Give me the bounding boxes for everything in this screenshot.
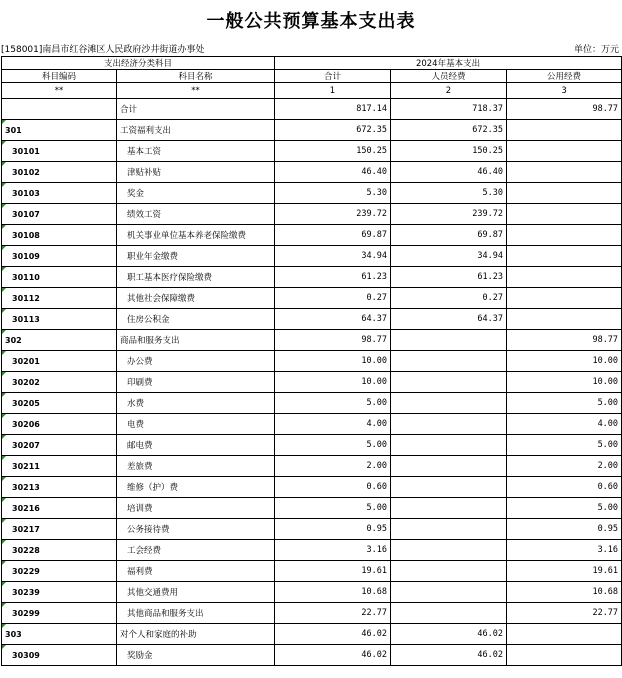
header-row-index xyxy=(2,83,622,99)
table-row xyxy=(2,141,622,162)
table-row xyxy=(2,645,622,666)
table-row xyxy=(2,624,622,645)
table-row xyxy=(2,498,622,519)
cell-total: 10.68 xyxy=(275,582,391,603)
cell-total: 64.37 xyxy=(275,309,391,330)
cell-code: 302 xyxy=(2,330,117,351)
table-row xyxy=(2,561,622,582)
cell-public xyxy=(507,624,622,645)
cell-name: 奖金 xyxy=(117,183,275,204)
cell-personnel xyxy=(391,414,507,435)
cell-name: 印刷费 xyxy=(117,372,275,393)
cell-code: 30228 xyxy=(2,540,117,561)
table-row xyxy=(2,267,622,288)
cell-code: 30213 xyxy=(2,477,117,498)
cell-personnel: 239.72 xyxy=(391,204,507,225)
header-econ-classification: 支出经济分类科目 xyxy=(2,57,275,70)
cell-public: 2.00 xyxy=(507,456,622,477)
cell-total: 5.00 xyxy=(275,393,391,414)
cell-public xyxy=(507,120,622,141)
cell-total: 239.72 xyxy=(275,204,391,225)
cell-code: 30239 xyxy=(2,582,117,603)
report-title: 一般公共预算基本支出表 xyxy=(206,11,416,32)
cell-personnel xyxy=(391,603,507,624)
cell-code xyxy=(2,99,117,120)
cell-public: 22.77 xyxy=(507,603,622,624)
cell-public: 3.16 xyxy=(507,540,622,561)
cell-name: 其他社会保障缴费 xyxy=(117,288,275,309)
cell-code: 30101 xyxy=(2,141,117,162)
cell-name: 工会经费 xyxy=(117,540,275,561)
cell-personnel: 46.40 xyxy=(391,162,507,183)
cell-total: 5.00 xyxy=(275,498,391,519)
cell-total: 150.25 xyxy=(275,141,391,162)
cell-code: 30110 xyxy=(2,267,117,288)
table-row xyxy=(2,372,622,393)
cell-public: 0.60 xyxy=(507,477,622,498)
cell-name: 基本工资 xyxy=(117,141,275,162)
cell-code: 30201 xyxy=(2,351,117,372)
cell-name: 合计 xyxy=(117,99,275,120)
table-row xyxy=(2,162,622,183)
cell-personnel xyxy=(391,477,507,498)
cell-name: 福利费 xyxy=(117,561,275,582)
cell-personnel: 69.87 xyxy=(391,225,507,246)
table-row xyxy=(2,204,622,225)
table-row xyxy=(2,120,622,141)
cell-name: 公务接待费 xyxy=(117,519,275,540)
cell-name: 绩效工资 xyxy=(117,204,275,225)
cell-total: 0.95 xyxy=(275,519,391,540)
cell-name: 邮电费 xyxy=(117,435,275,456)
cell-code: 301 xyxy=(2,120,117,141)
cell-public xyxy=(507,288,622,309)
table-body xyxy=(2,99,622,666)
cell-public: 5.00 xyxy=(507,498,622,519)
table-row xyxy=(2,351,622,372)
cell-personnel: 672.35 xyxy=(391,120,507,141)
cell-name: 其他交通费用 xyxy=(117,582,275,603)
cell-total: 34.94 xyxy=(275,246,391,267)
cell-public: 98.77 xyxy=(507,99,622,120)
cell-personnel xyxy=(391,456,507,477)
cell-name: 津贴补贴 xyxy=(117,162,275,183)
cell-code: 30299 xyxy=(2,603,117,624)
table-row xyxy=(2,540,622,561)
cell-personnel: 46.02 xyxy=(391,624,507,645)
cell-public: 10.00 xyxy=(507,351,622,372)
table-row xyxy=(2,519,622,540)
cell-public: 4.00 xyxy=(507,414,622,435)
table-row xyxy=(2,393,622,414)
cell-code: 30109 xyxy=(2,246,117,267)
cell-total: 0.27 xyxy=(275,288,391,309)
cell-public: 98.77 xyxy=(507,330,622,351)
cell-name: 其他商品和服务支出 xyxy=(117,603,275,624)
cell-name: 商品和服务支出 xyxy=(117,330,275,351)
table-row xyxy=(2,582,622,603)
cell-total: 19.61 xyxy=(275,561,391,582)
budget-table xyxy=(1,56,622,666)
cell-personnel xyxy=(391,435,507,456)
cell-name: 工资福利支出 xyxy=(117,120,275,141)
header-name: 科目名称 xyxy=(117,70,275,83)
cell-public xyxy=(507,645,622,666)
organization-label: [158001]南昌市红谷滩区人民政府沙井街道办事处 xyxy=(1,45,205,55)
cell-total: 0.60 xyxy=(275,477,391,498)
cell-personnel xyxy=(391,498,507,519)
table-row xyxy=(2,288,622,309)
table-row xyxy=(2,477,622,498)
cell-total: 3.16 xyxy=(275,540,391,561)
cell-personnel: 718.37 xyxy=(391,99,507,120)
cell-total: 46.40 xyxy=(275,162,391,183)
cell-name: 维修（护）费 xyxy=(117,477,275,498)
cell-public: 5.00 xyxy=(507,393,622,414)
cell-personnel: 64.37 xyxy=(391,309,507,330)
cell-personnel: 0.27 xyxy=(391,288,507,309)
cell-total: 5.30 xyxy=(275,183,391,204)
cell-name: 奖励金 xyxy=(117,645,275,666)
cell-total: 10.00 xyxy=(275,351,391,372)
cell-total: 46.02 xyxy=(275,624,391,645)
cell-code: 30217 xyxy=(2,519,117,540)
cell-name: 职业年金缴费 xyxy=(117,246,275,267)
cell-personnel: 34.94 xyxy=(391,246,507,267)
cell-name: 培训费 xyxy=(117,498,275,519)
cell-name: 机关事业单位基本养老保险缴费 xyxy=(117,225,275,246)
cell-public xyxy=(507,162,622,183)
cell-code: 30206 xyxy=(2,414,117,435)
cell-code: 30202 xyxy=(2,372,117,393)
cell-total: 672.35 xyxy=(275,120,391,141)
cell-total: 817.14 xyxy=(275,99,391,120)
table-row xyxy=(2,246,622,267)
cell-public xyxy=(507,267,622,288)
index-public: 3 xyxy=(507,83,622,99)
cell-personnel xyxy=(391,372,507,393)
table-row xyxy=(2,456,622,477)
header-total: 合计 xyxy=(275,70,391,83)
cell-code: 30102 xyxy=(2,162,117,183)
index-code: ** xyxy=(2,83,117,99)
cell-public xyxy=(507,183,622,204)
table-row xyxy=(2,183,622,204)
header-code: 科目编码 xyxy=(2,70,117,83)
cell-code: 30309 xyxy=(2,645,117,666)
table-row xyxy=(2,99,622,120)
table-row xyxy=(2,225,622,246)
header-basic-expenditure: 2024年基本支出 xyxy=(275,57,622,70)
cell-total: 5.00 xyxy=(275,435,391,456)
cell-name: 电费 xyxy=(117,414,275,435)
table-row xyxy=(2,435,622,456)
cell-code: 30211 xyxy=(2,456,117,477)
cell-total: 10.00 xyxy=(275,372,391,393)
cell-public xyxy=(507,204,622,225)
cell-total: 4.00 xyxy=(275,414,391,435)
table-row xyxy=(2,603,622,624)
cell-public xyxy=(507,225,622,246)
cell-public xyxy=(507,141,622,162)
cell-code: 30229 xyxy=(2,561,117,582)
table-row xyxy=(2,414,622,435)
cell-personnel: 150.25 xyxy=(391,141,507,162)
header-row-columns xyxy=(2,70,622,83)
cell-personnel xyxy=(391,330,507,351)
cell-name: 职工基本医疗保险缴费 xyxy=(117,267,275,288)
table-row xyxy=(2,309,622,330)
cell-total: 22.77 xyxy=(275,603,391,624)
cell-personnel: 46.02 xyxy=(391,645,507,666)
cell-name: 水费 xyxy=(117,393,275,414)
cell-personnel xyxy=(391,393,507,414)
header-personnel: 人员经费 xyxy=(391,70,507,83)
cell-code: 30113 xyxy=(2,309,117,330)
cell-public: 10.68 xyxy=(507,582,622,603)
cell-public: 5.00 xyxy=(507,435,622,456)
cell-name: 办公费 xyxy=(117,351,275,372)
cell-personnel xyxy=(391,561,507,582)
cell-code: 30205 xyxy=(2,393,117,414)
header-public: 公用经费 xyxy=(507,70,622,83)
index-personnel: 2 xyxy=(391,83,507,99)
cell-name: 对个人和家庭的补助 xyxy=(117,624,275,645)
cell-personnel xyxy=(391,582,507,603)
cell-public xyxy=(507,309,622,330)
cell-name: 差旅费 xyxy=(117,456,275,477)
cell-personnel xyxy=(391,519,507,540)
cell-public xyxy=(507,246,622,267)
index-total: 1 xyxy=(275,83,391,99)
cell-public: 19.61 xyxy=(507,561,622,582)
unit-label: 单位：万元 xyxy=(573,45,619,55)
cell-total: 98.77 xyxy=(275,330,391,351)
cell-public: 0.95 xyxy=(507,519,622,540)
cell-code: 30107 xyxy=(2,204,117,225)
cell-public: 10.00 xyxy=(507,372,622,393)
cell-code: 30216 xyxy=(2,498,117,519)
cell-total: 69.87 xyxy=(275,225,391,246)
cell-code: 30108 xyxy=(2,225,117,246)
cell-total: 2.00 xyxy=(275,456,391,477)
cell-name: 住房公积金 xyxy=(117,309,275,330)
cell-personnel: 5.30 xyxy=(391,183,507,204)
header-row-group xyxy=(2,57,622,70)
cell-code: 30207 xyxy=(2,435,117,456)
cell-total: 61.23 xyxy=(275,267,391,288)
index-name: ** xyxy=(117,83,275,99)
cell-code: 30112 xyxy=(2,288,117,309)
cell-personnel xyxy=(391,540,507,561)
cell-code: 303 xyxy=(2,624,117,645)
table-row xyxy=(2,330,622,351)
cell-total: 46.02 xyxy=(275,645,391,666)
cell-personnel: 61.23 xyxy=(391,267,507,288)
cell-code: 30103 xyxy=(2,183,117,204)
report-meta xyxy=(0,40,622,56)
cell-personnel xyxy=(391,351,507,372)
